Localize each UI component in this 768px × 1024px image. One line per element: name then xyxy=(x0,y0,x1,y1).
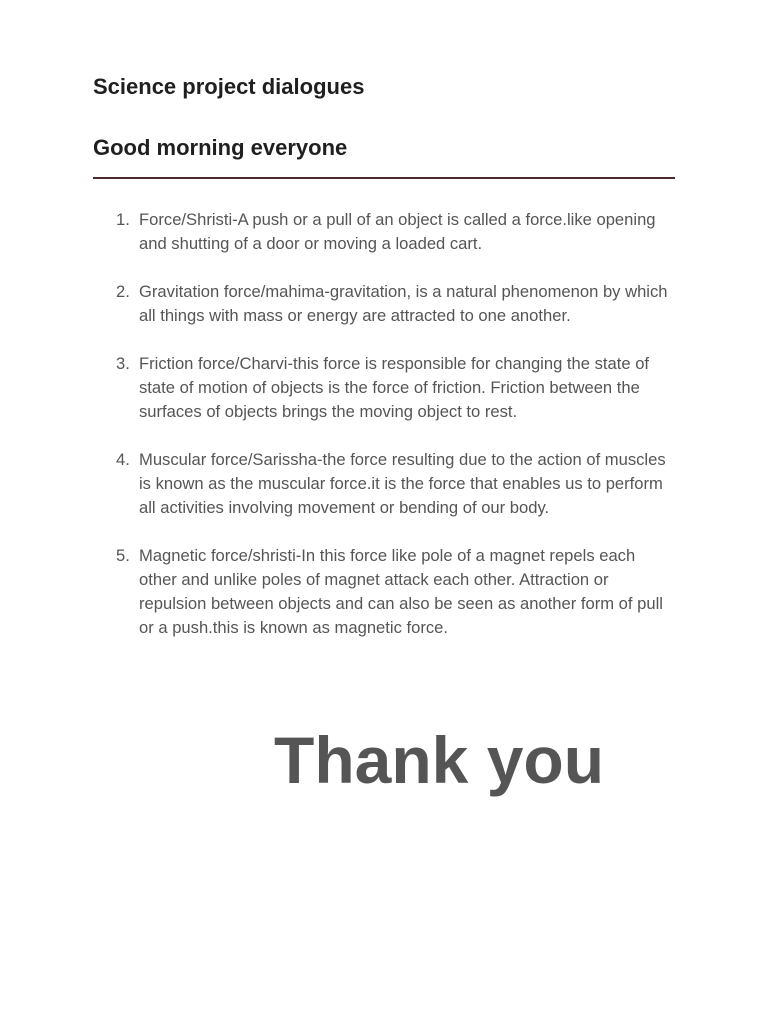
closing-text: Thank you xyxy=(274,723,605,797)
document-subtitle: Good morning everyone xyxy=(93,135,348,160)
list-item-number: 4. xyxy=(116,450,130,469)
list-item xyxy=(93,352,675,424)
list-item xyxy=(93,448,675,520)
list-item-number: 5. xyxy=(116,546,130,565)
list-item xyxy=(93,208,675,256)
list-item-number: 1. xyxy=(116,210,130,229)
list-item-number: 3. xyxy=(116,354,130,373)
list-item-text: Magnetic force/shristi-In this force like pole of a magnet repels each other and unlike poles of magnet attack each other. Attraction or repulsion between objects and can also be seen as another form of pull or a push.this is known as magnetic force. xyxy=(139,546,663,637)
list-item-number: 2. xyxy=(116,282,130,301)
dialogue-list xyxy=(93,208,675,664)
list-item-text: Gravitation force/mahima-gravitation, is a natural phenomenon by which all things with mass or energy are attracted to one another. xyxy=(139,282,668,325)
list-item xyxy=(93,544,675,640)
heading-divider xyxy=(93,177,675,179)
list-item-text: Muscular force/Sarissha-the force resulting due to the action of muscles is known as the muscular force.it is the force that enables us to perform all activities involving movement or bending of our body. xyxy=(139,450,666,517)
document-title: Science project dialogues xyxy=(93,74,365,99)
list-item-text: Force/Shristi-A push or a pull of an object is called a force.like opening and shutting of a door or moving a loaded cart. xyxy=(139,210,656,253)
list-item xyxy=(93,280,675,328)
list-item-text: Friction force/Charvi-this force is responsible for changing the state of state of motion of objects is the force of friction. Friction between the surfaces of objects brings the moving object to rest. xyxy=(139,354,650,421)
